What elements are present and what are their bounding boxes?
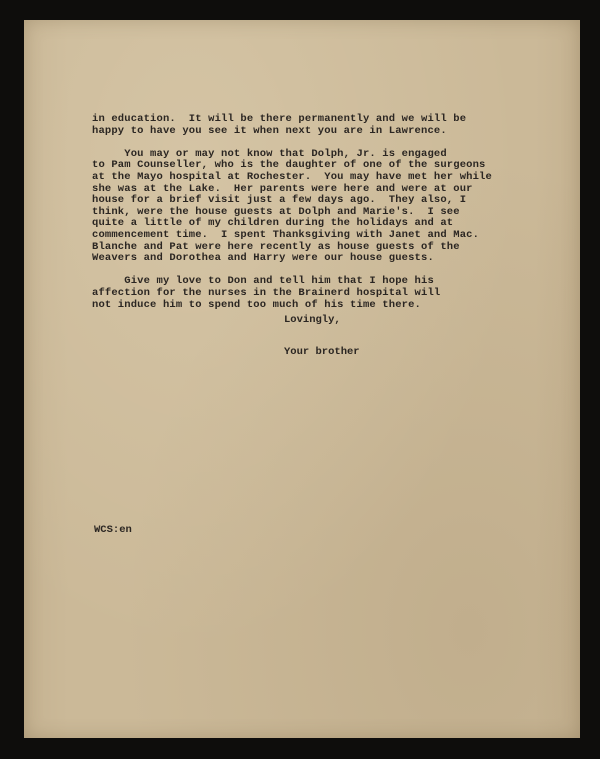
paragraph-3 bbox=[92, 276, 542, 311]
paragraph-1 bbox=[92, 114, 542, 137]
letter-signature: Your brother bbox=[284, 346, 360, 358]
text-line: commencement time. I spent Thanksgiving with Janet and Mac. bbox=[92, 228, 480, 241]
text-line: not induce him to spend too much of his time there. bbox=[92, 298, 422, 311]
letter-closing: Lovingly, bbox=[284, 314, 341, 326]
text-line: You may or may not know that Dolph, Jr. is engaged bbox=[92, 147, 447, 160]
letter-page bbox=[24, 20, 580, 738]
text-line: in education. It will be there permanently and we will be bbox=[92, 113, 467, 125]
text-line: Blanche and Pat were here recently as house guests of the bbox=[92, 240, 460, 253]
text-line: house for a brief visit just a few days ago. They also, I bbox=[92, 194, 467, 207]
letter-body bbox=[92, 114, 542, 323]
paragraph-2 bbox=[92, 149, 542, 265]
text-line: quite a little of my children during the holidays and at bbox=[92, 217, 454, 230]
typist-initials: WCS:en bbox=[94, 524, 132, 536]
text-line: at the Mayo hospital at Rochester. You may have met her while bbox=[92, 170, 492, 183]
text-line: Weavers and Dorothea and Harry were our house guests. bbox=[92, 252, 434, 265]
text-line: happy to have you see it when next you are in Lawrence. bbox=[92, 124, 447, 137]
text-line: think, were the house guests at Dolph and Marie's. I see bbox=[92, 205, 460, 218]
text-line: she was at the Lake. Her parents were here and were at our bbox=[92, 182, 473, 195]
text-line: Give my love to Don and tell him that I hope his bbox=[92, 275, 434, 288]
text-line: affection for the nurses in the Brainerd hospital will bbox=[92, 286, 441, 299]
text-line: to Pam Counseller, who is the daughter of one of the surgeons bbox=[92, 159, 486, 172]
